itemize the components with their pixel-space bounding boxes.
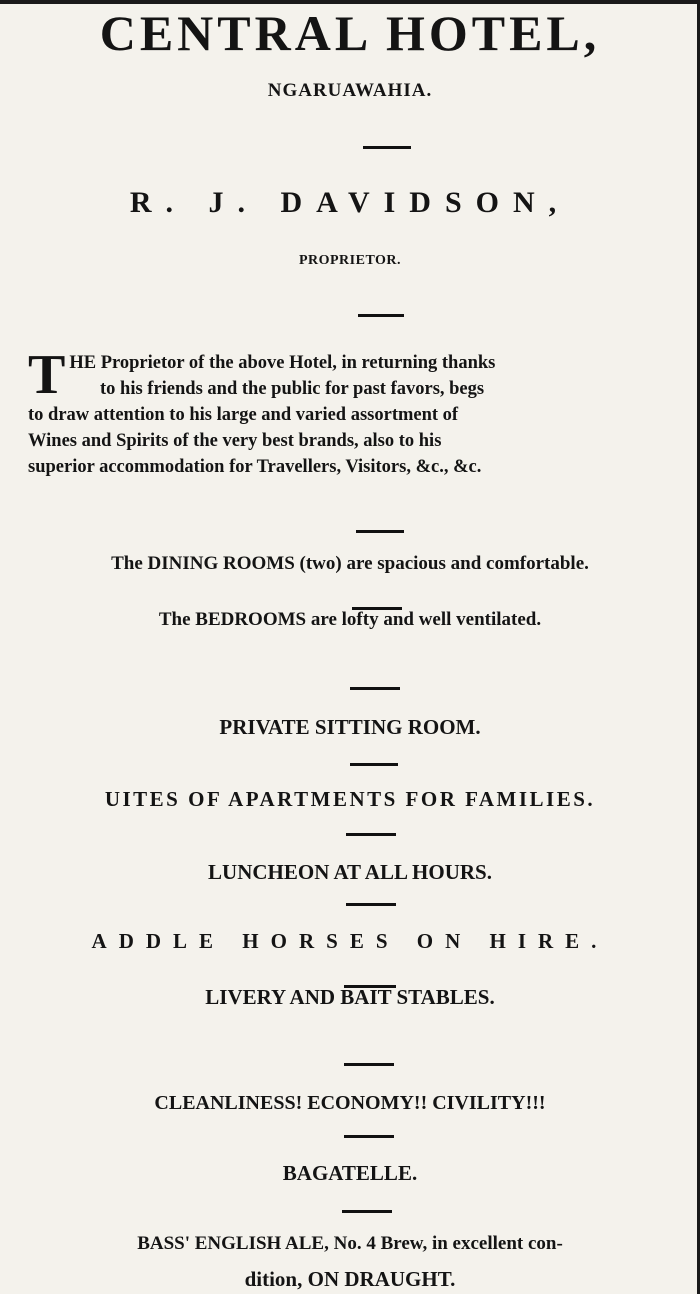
hotel-title: CENTRAL HOTEL, xyxy=(99,5,601,61)
intro-line: HE Proprietor of the above Hotel, in returning thanks xyxy=(69,353,496,373)
saddle-horses-notice: ADDLE HORSES ON HIRE. xyxy=(91,929,609,953)
intro-line: to draw attention to his large and varied assortment of xyxy=(28,405,459,425)
proprietor-name: R. J. DAVIDSON, xyxy=(129,186,571,219)
sitting-room-notice: PRIVATE SITTING ROOM. xyxy=(219,715,481,739)
proprietor-title: PROPRIETOR. xyxy=(298,253,402,268)
hotel-location: NGARUAWAHIA. xyxy=(267,80,433,101)
bagatelle-notice: BAGATELLE. xyxy=(282,1161,418,1185)
divider xyxy=(346,903,396,906)
dining-rooms-notice: The DINING ROOMS (two) are spacious and comfortable. xyxy=(111,553,589,574)
bedrooms-notice: The BEDROOMS are lofty and well ventilated. xyxy=(158,609,542,630)
divider xyxy=(350,687,400,690)
divider xyxy=(344,1135,394,1138)
divider xyxy=(358,314,404,317)
motto-line: CLEANLINESS! ECONOMY!! CIVILITY!!! xyxy=(154,1092,546,1114)
suites-notice: UITES OF APARTMENTS FOR FAMILIES. xyxy=(104,787,596,811)
divider xyxy=(342,1210,392,1213)
livery-stables-notice: LIVERY AND BAIT STABLES. xyxy=(205,985,495,1009)
divider xyxy=(346,833,396,836)
divider xyxy=(356,530,404,533)
intro-line: Wines and Spirits of the very best brands, also to his xyxy=(28,431,442,451)
ale-notice-line-1: BASS' ENGLISH ALE, No. 4 Brew, in excellent con- xyxy=(137,1233,563,1254)
ale-notice-line-2: dition, ON DRAUGHT. xyxy=(244,1267,456,1291)
luncheon-notice: LUNCHEON AT ALL HOURS. xyxy=(208,860,492,884)
intro-paragraph xyxy=(28,344,696,480)
divider xyxy=(344,1063,394,1066)
drop-cap: T xyxy=(28,344,66,406)
intro-line: superior accommodation for Travellers, Visitors, &c., &c. xyxy=(28,457,482,477)
divider xyxy=(350,763,398,766)
divider xyxy=(363,146,411,149)
intro-line: to his friends and the public for past favors, begs xyxy=(100,379,485,399)
